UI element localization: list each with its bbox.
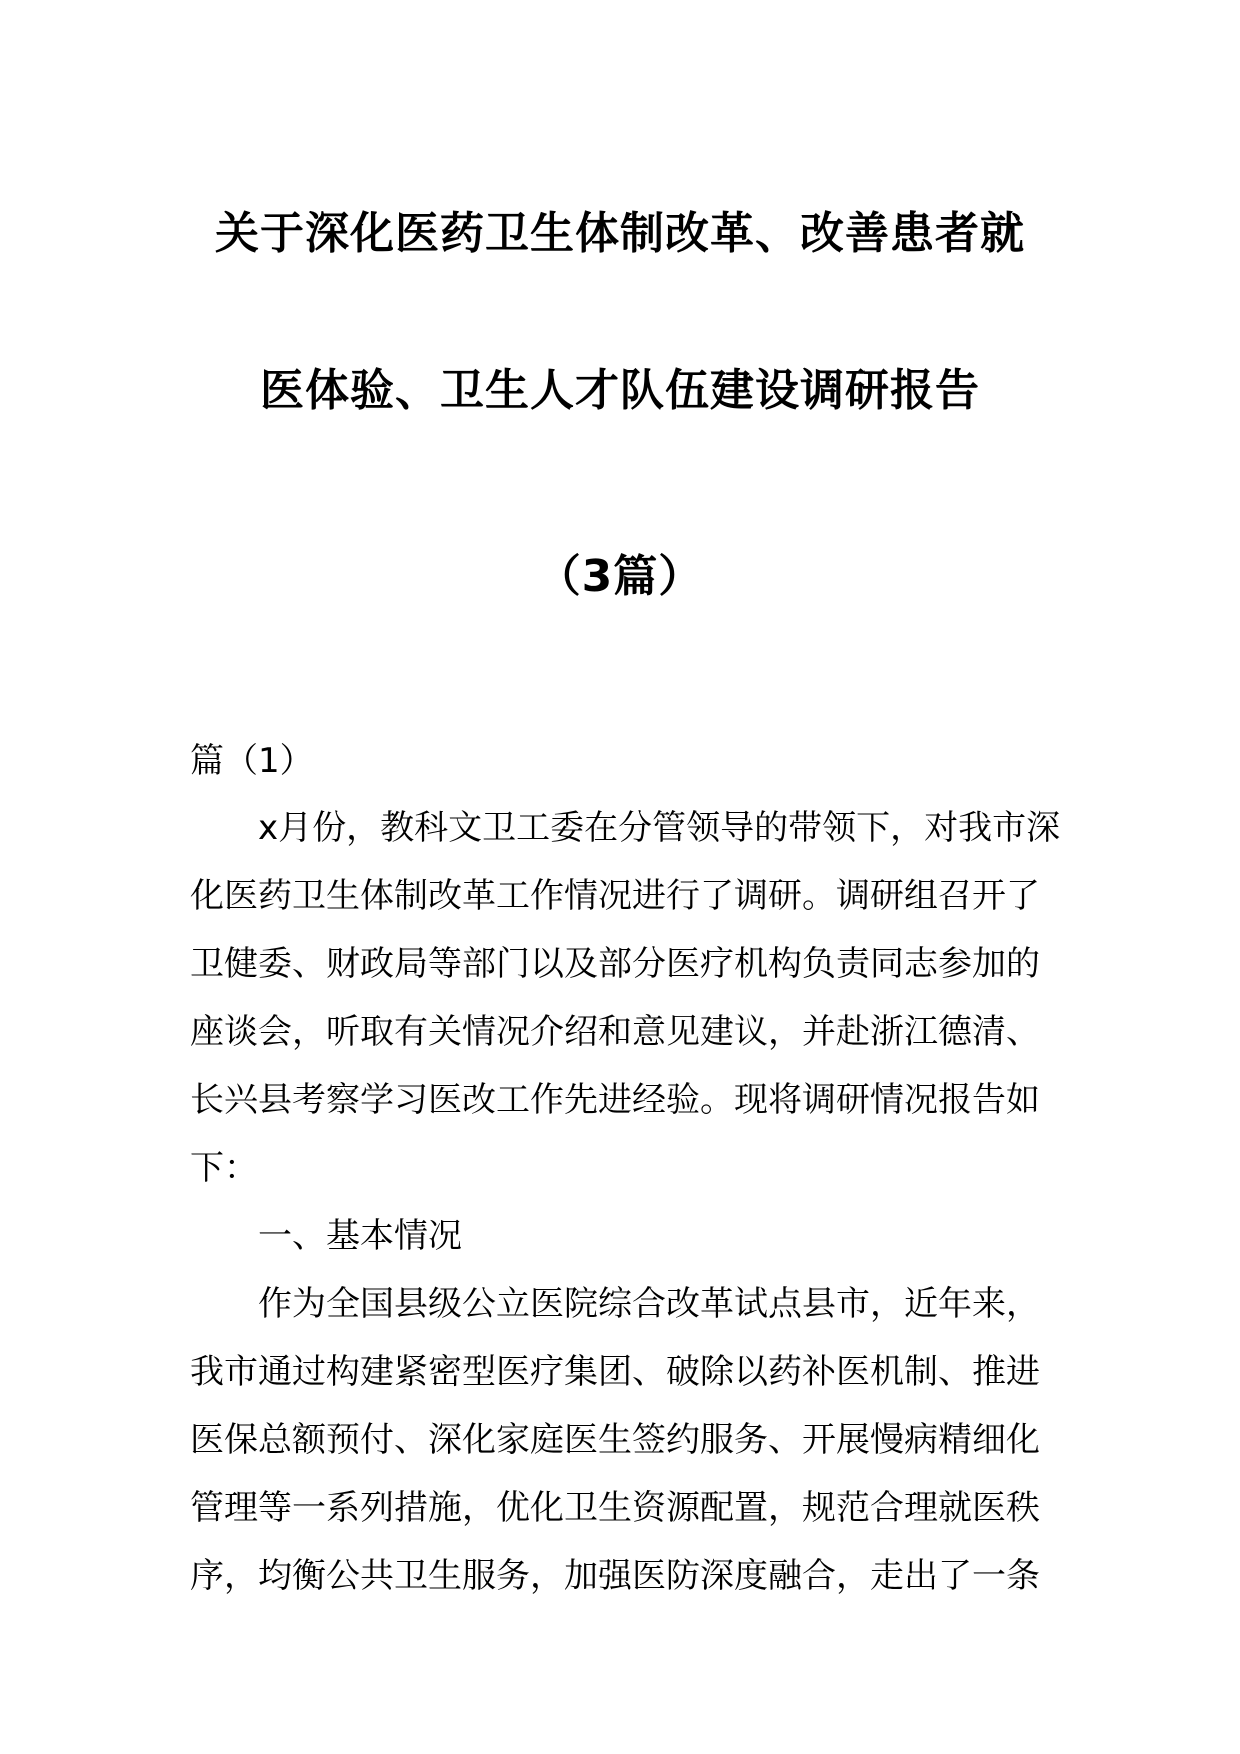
paragraph-line: 长兴县考察学习医改工作先进经验。现将调研情况报告如	[190, 1080, 1040, 1120]
paragraph-line: 下：	[190, 1148, 258, 1188]
paragraph-line: 医保总额预付、深化家庭医生签约服务、开展慢病精细化	[190, 1420, 1040, 1460]
paragraph-line: 管理等一系列措施，优化卫生资源配置，规范合理就医秩	[190, 1488, 1040, 1528]
document-title-count: （3篇）	[536, 551, 704, 602]
section-heading: 一、基本情况	[258, 1216, 462, 1256]
paragraph-line: 座谈会，听取有关情况介绍和意见建议，并赴浙江德清、	[190, 1012, 1040, 1052]
paragraph-line: 我市通过构建紧密型医疗集团、破除以药补医机制、推进	[190, 1352, 1040, 1392]
paragraph-line: 卫健委、财政局等部门以及部分医疗机构负责同志参加的	[190, 944, 1040, 984]
document-title-line-1: 关于深化医药卫生体制改革、改善患者就	[215, 208, 1025, 259]
section-label: 篇（1）	[190, 741, 314, 781]
body-paragraphs	[190, 794, 1061, 1610]
document-title-line-2: 医体验、卫生人才队伍建设调研报告	[260, 365, 980, 416]
paragraph-line: 化医药卫生体制改革工作情况进行了调研。调研组召开了	[190, 876, 1040, 916]
paragraph-line: 序，均衡公共卫生服务，加强医防深度融合，走出了一条	[190, 1556, 1040, 1596]
paragraph-line: 作为全国县级公立医院综合改革试点县市，近年来，	[258, 1284, 1040, 1324]
paragraph-line: x月份，教科文卫工委在分管领导的带领下，对我市深	[258, 808, 1061, 848]
